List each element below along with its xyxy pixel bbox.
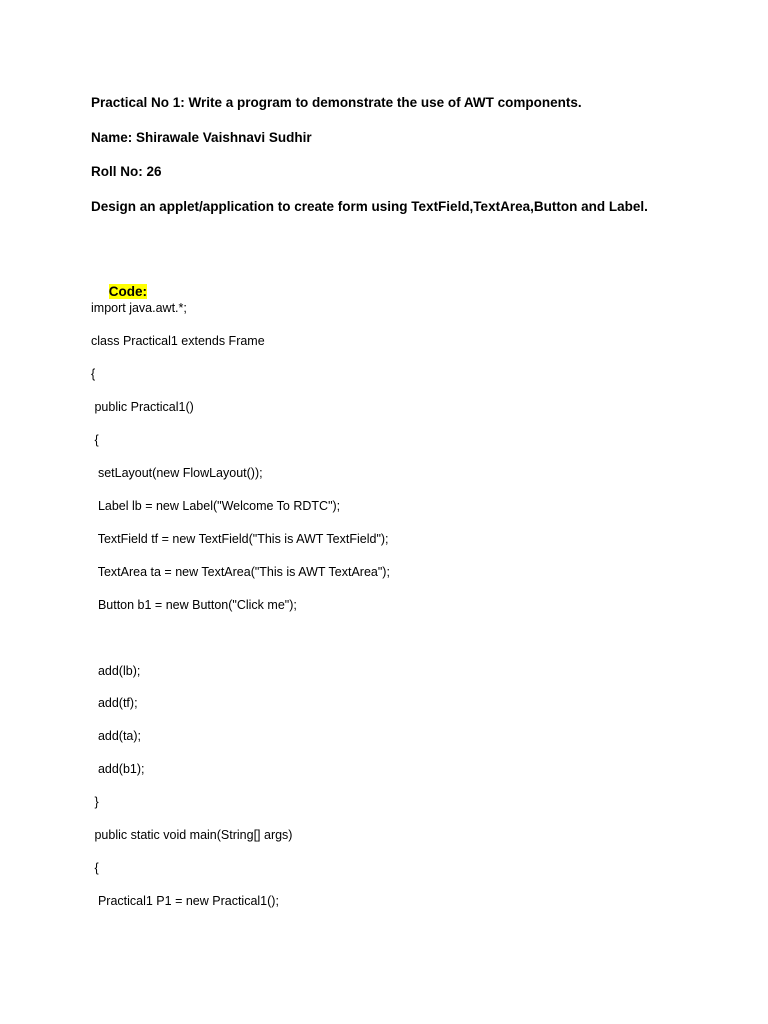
code-heading: Code:	[108, 284, 148, 299]
code-line: Label lb = new Label("Welcome To RDTC");	[91, 499, 341, 513]
code-line: add(lb);	[91, 664, 141, 678]
code-line: TextArea ta = new TextArea("This is AWT TextArea");	[91, 565, 390, 579]
code-line: Button b1 = new Button("Click me");	[91, 598, 297, 612]
code-line: {	[91, 861, 99, 875]
code-line: }	[91, 795, 99, 809]
student-name: Name: Shirawale Vaishnavi Sudhir	[91, 130, 312, 145]
code-line: class Practical1 extends Frame	[91, 334, 265, 348]
code-line: {	[91, 433, 99, 447]
code-line: add(b1);	[91, 762, 145, 776]
code-line: Practical1 P1 = new Practical1();	[91, 894, 279, 908]
code-line: add(tf);	[91, 696, 138, 710]
task-description: Design an applet/application to create form using TextField,TextArea,Button and Label.	[91, 199, 648, 214]
code-line: import java.awt.*;	[91, 301, 187, 315]
code-line: TextField tf = new TextField("This is AWT TextField");	[91, 532, 389, 546]
roll-number: Roll No: 26	[91, 164, 162, 179]
code-heading-row	[91, 265, 148, 299]
code-line: public Practical1()	[91, 400, 194, 414]
practical-title: Practical No 1: Write a program to demonstrate the use of AWT components.	[91, 95, 582, 110]
code-line: add(ta);	[91, 729, 142, 743]
code-line: setLayout(new FlowLayout());	[91, 466, 263, 480]
code-line: {	[91, 367, 96, 381]
code-line: public static void main(String[] args)	[91, 828, 293, 842]
